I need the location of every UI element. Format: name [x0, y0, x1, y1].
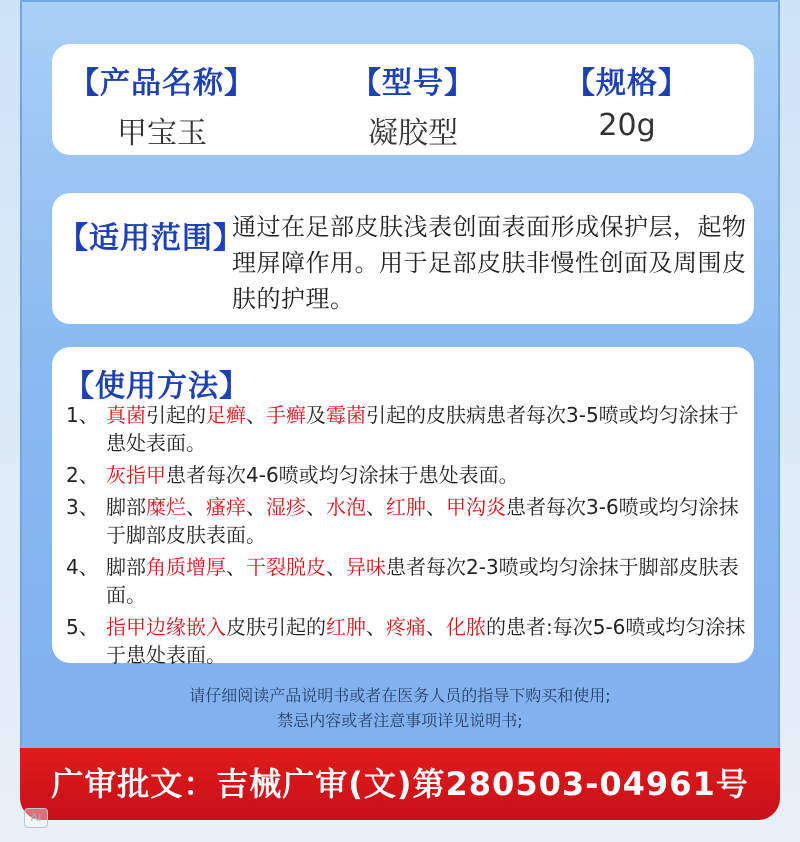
usage-item-number: 4、	[66, 555, 99, 579]
highlight-term: 干裂脱皮	[246, 555, 326, 579]
usage-item	[66, 493, 746, 549]
highlight-term: 水泡	[326, 495, 366, 519]
usage-card	[52, 347, 754, 667]
usage-item	[66, 401, 746, 457]
usage-text: 患者每次2-3喷或均匀涂抹于脚部皮肤表面。	[106, 555, 739, 607]
highlight-term: 灰指甲	[106, 463, 166, 487]
usage-item	[66, 553, 746, 609]
usage-text: 、	[306, 495, 326, 519]
approval-banner: 广审批文：吉械广审(文)第280503-04961号	[20, 748, 780, 820]
product-name-label: 【产品名称】	[69, 66, 255, 101]
usage-text: 、	[246, 495, 266, 519]
product-name-value: 甲宝玉	[117, 116, 207, 151]
usage-text: 、	[366, 615, 386, 639]
usage-list	[66, 401, 746, 673]
notice-line-2: 禁忌内容或者注意事项详见说明书;	[277, 711, 523, 730]
highlight-term: 异味	[346, 555, 386, 579]
spec-value: 20g	[598, 108, 656, 143]
usage-text: 引起的皮肤病患者每次3-5喷或均匀涂抹于患处表面。	[106, 403, 739, 455]
usage-text: 、	[366, 495, 386, 519]
usage-item-number: 5、	[66, 615, 99, 639]
usage-text: 引起的	[146, 403, 206, 427]
usage-text: 、	[246, 403, 266, 427]
usage-item-number: 2、	[66, 463, 99, 487]
highlight-term: 足癣	[206, 403, 246, 427]
usage-text: 、	[326, 555, 346, 579]
usage-text: 患者每次3-6喷或均匀涂抹于脚部皮肤表面。	[106, 495, 739, 547]
highlight-term: 疼痛	[386, 615, 426, 639]
usage-text: 及	[306, 403, 326, 427]
highlight-term: 化脓	[446, 615, 486, 639]
highlight-term: 糜烂	[146, 495, 186, 519]
ai-badge: AI	[24, 808, 48, 828]
model-label: 【型号】	[351, 66, 475, 101]
usage-item-number: 1、	[66, 403, 99, 427]
highlight-term: 瘙痒	[206, 495, 246, 519]
usage-item-number: 3、	[66, 495, 99, 519]
usage-text: 、	[426, 495, 446, 519]
highlight-term: 手癣	[266, 403, 306, 427]
highlight-term: 湿疹	[266, 495, 306, 519]
scope-label: 【适用范围】	[58, 221, 244, 256]
usage-text: 、	[226, 555, 246, 579]
scope-card	[52, 193, 754, 324]
usage-item	[66, 613, 746, 669]
highlight-term: 红肿	[386, 495, 426, 519]
product-info-card	[52, 44, 754, 155]
usage-text: 脚部	[106, 495, 146, 519]
product-name-column	[62, 58, 262, 152]
highlight-term: 指甲边缘嵌入	[106, 615, 226, 639]
usage-text: 、	[426, 615, 446, 639]
spec-column	[552, 58, 702, 143]
scope-text: 通过在足部皮肤浅表创面表面形成保护层，起物理屏障作用。用于足部皮肤非慢性创面及周围皮肤的护理。	[232, 213, 747, 313]
highlight-term: 真菌	[106, 403, 146, 427]
highlight-term: 甲沟炎	[446, 495, 506, 519]
notice-line-1: 请仔细阅读产品说明书或者在医务人员的指导下购买和使用;	[189, 686, 611, 705]
model-value: 凝胶型	[368, 116, 458, 151]
highlight-term: 霉菌	[326, 403, 366, 427]
usage-text: 脚部	[106, 555, 146, 579]
highlight-term: 角质增厚	[146, 555, 226, 579]
highlight-term: 红肿	[326, 615, 366, 639]
model-column	[338, 58, 488, 152]
usage-text: 的患者:每次5-6喷或均匀涂抹于患处表面。	[106, 615, 746, 667]
usage-item	[66, 461, 746, 489]
usage-text: 患者每次4-6喷或均匀涂抹于患处表面。	[166, 463, 519, 487]
usage-text: 皮肤引起的	[226, 615, 326, 639]
usage-text: 、	[186, 495, 206, 519]
usage-title: 【使用方法】	[64, 369, 250, 404]
spec-label: 【规格】	[565, 66, 689, 101]
